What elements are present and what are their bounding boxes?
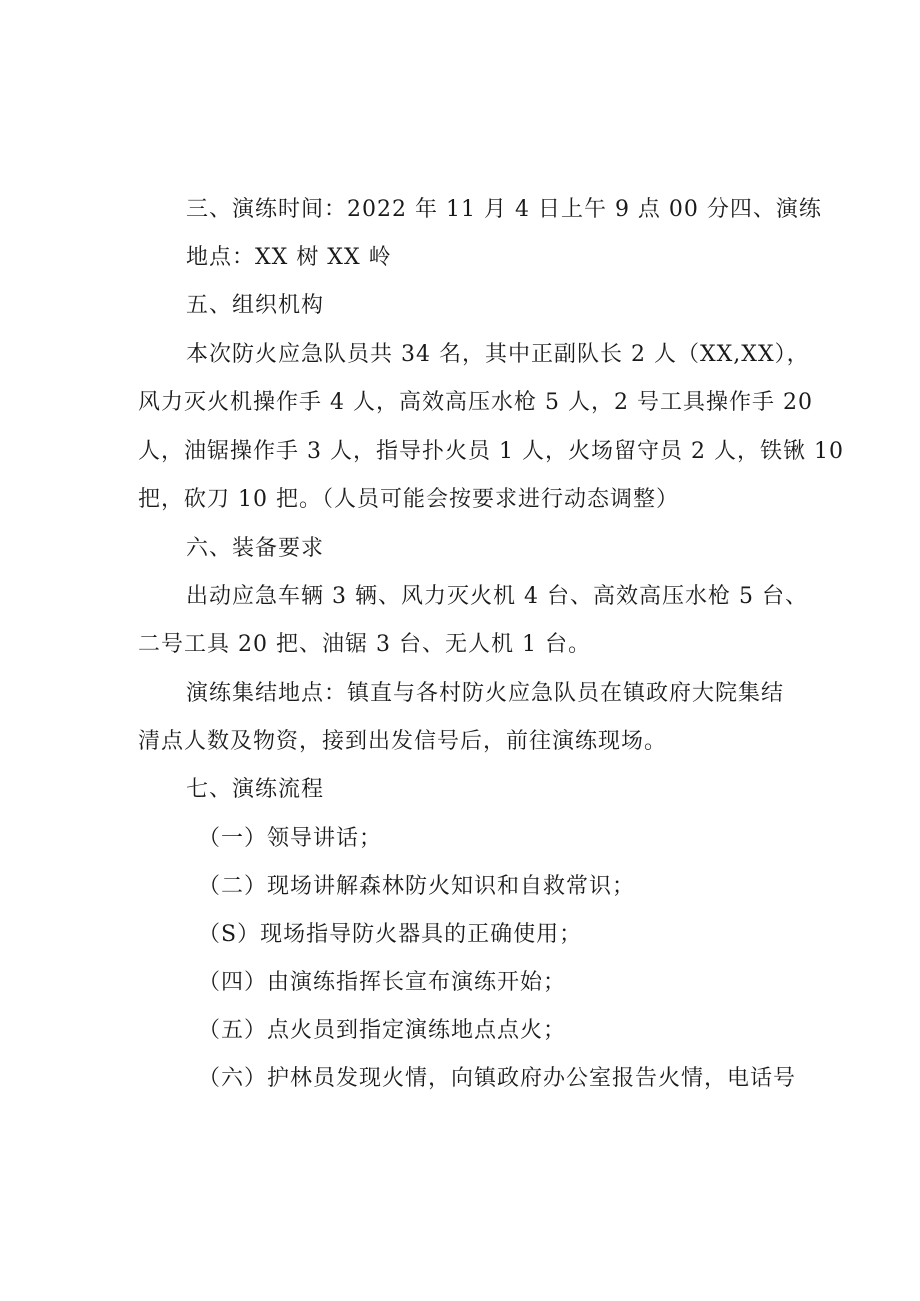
list-item: （四）由演练指挥长宣布演练开始； bbox=[198, 970, 567, 995]
list-item: （二）现场讲解森林防火知识和自救常识； bbox=[198, 874, 636, 899]
drill-location-line: 地点：XX 树 XX 岭 bbox=[186, 245, 392, 270]
paragraph-line: 出动应急车辆 3 辆、风力灭火机 4 台、高效高压水枪 5 台、 bbox=[186, 584, 808, 609]
section-heading-equipment: 六、装备要求 bbox=[186, 536, 325, 561]
paragraph-line: 本次防火应急队员共 34 名，其中正副队长 2 人（XX,XX）， bbox=[186, 342, 810, 367]
list-item: （六）护林员发现火情，向镇政府办公室报告火情，电话号 bbox=[198, 1066, 797, 1091]
section-heading-organization: 五、组织机构 bbox=[186, 293, 325, 318]
paragraph-line: 二号工具 20 把、油锯 3 台、无人机 1 台。 bbox=[138, 632, 591, 657]
paragraph-line: 把，砍刀 10 把。（人员可能会按要求进行动态调整） bbox=[138, 487, 679, 512]
section-heading-procedure: 七、演练流程 bbox=[186, 777, 325, 802]
list-item: （一）领导讲话； bbox=[198, 826, 383, 851]
paragraph-line: 清点人数及物资，接到出发信号后，前往演练现场。 bbox=[138, 729, 668, 754]
drill-time-line: 三、演练时间：2022 年 11 月 4 日上午 9 点 00 分四、演练 bbox=[186, 197, 822, 222]
paragraph-line: 风力灭火机操作手 4 人，高效高压水枪 5 人，2 号工具操作手 20 bbox=[138, 390, 813, 415]
list-item: （五）点火员到指定演练地点点火； bbox=[198, 1018, 567, 1043]
paragraph-line: 演练集结地点：镇直与各村防火应急队员在镇政府大院集结 bbox=[186, 681, 785, 706]
paragraph-line: 人，油锯操作手 3 人，指导扑火员 1 人，火场留守员 2 人，铁锹 10 bbox=[138, 439, 844, 464]
list-item: （S）现场指导防火器具的正确使用； bbox=[198, 922, 583, 947]
